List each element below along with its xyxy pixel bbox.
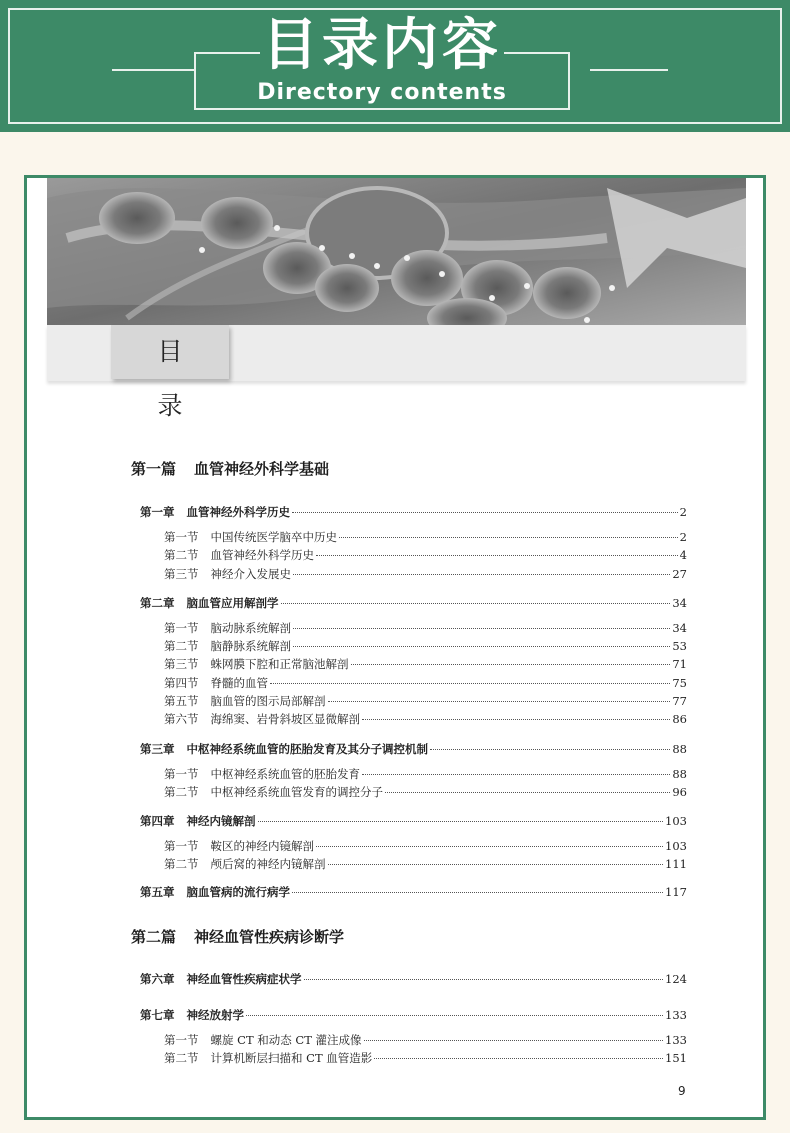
page-ref: 103 bbox=[665, 814, 687, 828]
leader-dots bbox=[292, 512, 678, 513]
section-title: 海绵窦、岩骨斜坡区显微解剖 bbox=[210, 712, 360, 726]
toc-section-row[interactable] bbox=[164, 529, 687, 545]
page-ref: 2 bbox=[679, 530, 687, 544]
part-title: 血管神经外科学基础 bbox=[194, 460, 330, 478]
leader-dots bbox=[351, 664, 671, 665]
section-title: 螺旋 CT 和动态 CT 灌注成像 bbox=[210, 1033, 362, 1047]
page-ref: 4 bbox=[679, 548, 687, 562]
section-label: 第一节 bbox=[164, 530, 199, 544]
toc-section-row[interactable] bbox=[164, 838, 687, 854]
page-ref: 117 bbox=[665, 885, 687, 899]
leader-dots bbox=[304, 979, 664, 980]
section-label: 第二节 bbox=[164, 785, 199, 799]
leader-dots bbox=[328, 701, 671, 702]
page-ref: 71 bbox=[672, 657, 687, 671]
leader-dots bbox=[316, 846, 663, 847]
section-label: 第三节 bbox=[164, 567, 199, 581]
toc-title-strip bbox=[47, 325, 746, 420]
section-label: 第六节 bbox=[164, 712, 199, 726]
leader-dots bbox=[430, 749, 670, 750]
chapter-label: 第三章 bbox=[140, 742, 175, 756]
section-title: 中枢神经系统血管发育的调控分子 bbox=[210, 785, 383, 799]
section-title: 脑动脉系统解剖 bbox=[210, 621, 291, 635]
section-title: 中枢神经系统血管的胚胎发育 bbox=[210, 767, 360, 781]
section-label: 第一节 bbox=[164, 1033, 199, 1047]
toc-chapter-row[interactable] bbox=[140, 1007, 687, 1023]
toc-heading: 目 录 bbox=[111, 325, 229, 379]
page-ref: 75 bbox=[672, 676, 687, 690]
toc-section-row[interactable] bbox=[164, 675, 687, 691]
toc-section-row[interactable] bbox=[164, 1050, 687, 1066]
leader-dots bbox=[364, 1040, 663, 1041]
section-title: 颅后窝的神经内镜解剖 bbox=[210, 857, 326, 871]
section-label: 第三节 bbox=[164, 657, 199, 671]
leader-dots bbox=[293, 646, 670, 647]
leader-dots bbox=[374, 1058, 663, 1059]
leader-dots bbox=[328, 864, 664, 865]
page-ref: 124 bbox=[665, 972, 687, 986]
section-title: 脑血管的图示局部解剖 bbox=[210, 694, 326, 708]
page-ref: 53 bbox=[672, 639, 687, 653]
section-title: 中国传统医学脑卒中历史 bbox=[210, 530, 337, 544]
toc-chapter-row[interactable] bbox=[140, 884, 687, 900]
leader-dots bbox=[316, 555, 678, 556]
toc-chapter-row[interactable] bbox=[140, 504, 687, 520]
chapter-label: 第一章 bbox=[140, 505, 175, 519]
toc-chapter-row[interactable] bbox=[140, 741, 687, 757]
part-heading bbox=[131, 458, 329, 479]
leader-dots bbox=[281, 603, 671, 604]
chapter-title: 中枢神经系统血管的胚胎发育及其分子调控机制 bbox=[186, 742, 428, 756]
page-ref: 86 bbox=[672, 712, 687, 726]
chapter-title: 神经血管性疾病症状学 bbox=[186, 972, 302, 986]
page-ref: 27 bbox=[672, 567, 687, 581]
toc-section-row[interactable] bbox=[164, 638, 687, 654]
chapter-label: 第七章 bbox=[140, 1008, 175, 1022]
chapter-label: 第六章 bbox=[140, 972, 175, 986]
banner-divider-right bbox=[590, 69, 668, 71]
leader-dots bbox=[385, 792, 670, 793]
leader-dots bbox=[293, 628, 670, 629]
toc-page bbox=[24, 175, 766, 1120]
page-ref: 34 bbox=[672, 596, 687, 610]
page-ref: 133 bbox=[665, 1033, 687, 1047]
page-ref: 34 bbox=[672, 621, 687, 635]
chapter-title: 神经放射学 bbox=[186, 1008, 244, 1022]
toc-section-row[interactable] bbox=[164, 566, 687, 582]
leader-dots bbox=[362, 774, 670, 775]
section-title: 血管神经外科学历史 bbox=[210, 548, 314, 562]
chapter-label: 第五章 bbox=[140, 885, 175, 899]
toc-section-row[interactable] bbox=[164, 656, 687, 672]
toc-chapter-row[interactable] bbox=[140, 595, 687, 611]
section-label: 第二节 bbox=[164, 857, 199, 871]
section-label: 第一节 bbox=[164, 767, 199, 781]
banner-title: 目录内容 bbox=[262, 13, 502, 78]
leader-dots bbox=[292, 892, 663, 893]
page-ref: 151 bbox=[665, 1051, 687, 1065]
section-label: 第四节 bbox=[164, 676, 199, 690]
leader-dots bbox=[293, 574, 670, 575]
toc-section-row[interactable] bbox=[164, 784, 687, 800]
section-title: 鞍区的神经内镜解剖 bbox=[210, 839, 314, 853]
part-title: 神经血管性疾病诊断学 bbox=[194, 928, 345, 946]
leader-dots bbox=[339, 537, 678, 538]
header-banner bbox=[0, 0, 790, 132]
section-title: 脊髓的血管 bbox=[210, 676, 268, 690]
section-title: 蛛网膜下腔和正常脑池解剖 bbox=[210, 657, 349, 671]
banner-divider-left bbox=[112, 69, 194, 71]
chapter-title: 血管神经外科学历史 bbox=[186, 505, 290, 519]
section-title: 计算机断层扫描和 CT 血管造影 bbox=[210, 1051, 373, 1065]
leader-dots bbox=[258, 821, 664, 822]
toc-section-row[interactable] bbox=[164, 711, 687, 727]
chapter-title: 神经内镜解剖 bbox=[186, 814, 256, 828]
toc-section-row[interactable] bbox=[164, 620, 687, 636]
section-label: 第二节 bbox=[164, 639, 199, 653]
toc-section-row[interactable] bbox=[164, 1032, 687, 1048]
toc-section-row[interactable] bbox=[164, 856, 687, 872]
banner-subtitle: Directory contents bbox=[257, 80, 507, 105]
page-ref: 77 bbox=[672, 694, 687, 708]
page-ref: 88 bbox=[672, 767, 687, 781]
leader-dots bbox=[246, 1015, 663, 1016]
blood-vessel-illustration bbox=[47, 178, 746, 325]
part-number: 第一篇 bbox=[131, 460, 177, 478]
section-label: 第一节 bbox=[164, 621, 199, 635]
page-ref: 2 bbox=[679, 505, 687, 519]
chapter-label: 第四章 bbox=[140, 814, 175, 828]
page-ref: 111 bbox=[665, 857, 687, 871]
section-label: 第二节 bbox=[164, 548, 199, 562]
page-ref: 103 bbox=[665, 839, 687, 853]
chapter-title: 脑血管病的流行病学 bbox=[186, 885, 290, 899]
part-number: 第二篇 bbox=[131, 928, 177, 946]
section-title: 神经介入发展史 bbox=[210, 567, 291, 581]
section-label: 第二节 bbox=[164, 1051, 199, 1065]
page-ref: 133 bbox=[665, 1008, 687, 1022]
chapter-label: 第二章 bbox=[140, 596, 175, 610]
page-ref: 96 bbox=[672, 785, 687, 799]
leader-dots bbox=[270, 683, 670, 684]
section-label: 第五节 bbox=[164, 694, 199, 708]
section-title: 脑静脉系统解剖 bbox=[210, 639, 291, 653]
toc-section-row[interactable] bbox=[164, 766, 687, 782]
page-number: 9 bbox=[678, 1084, 686, 1098]
toc-section-row[interactable] bbox=[164, 693, 687, 709]
toc-section-row[interactable] bbox=[164, 547, 687, 563]
hero-illustration bbox=[47, 178, 746, 325]
page-ref: 88 bbox=[672, 742, 687, 756]
toc-chapter-row[interactable] bbox=[140, 971, 687, 987]
part-heading bbox=[131, 926, 344, 947]
section-label: 第一节 bbox=[164, 839, 199, 853]
toc-chapter-row[interactable] bbox=[140, 813, 687, 829]
leader-dots bbox=[362, 719, 670, 720]
chapter-title: 脑血管应用解剖学 bbox=[186, 596, 279, 610]
